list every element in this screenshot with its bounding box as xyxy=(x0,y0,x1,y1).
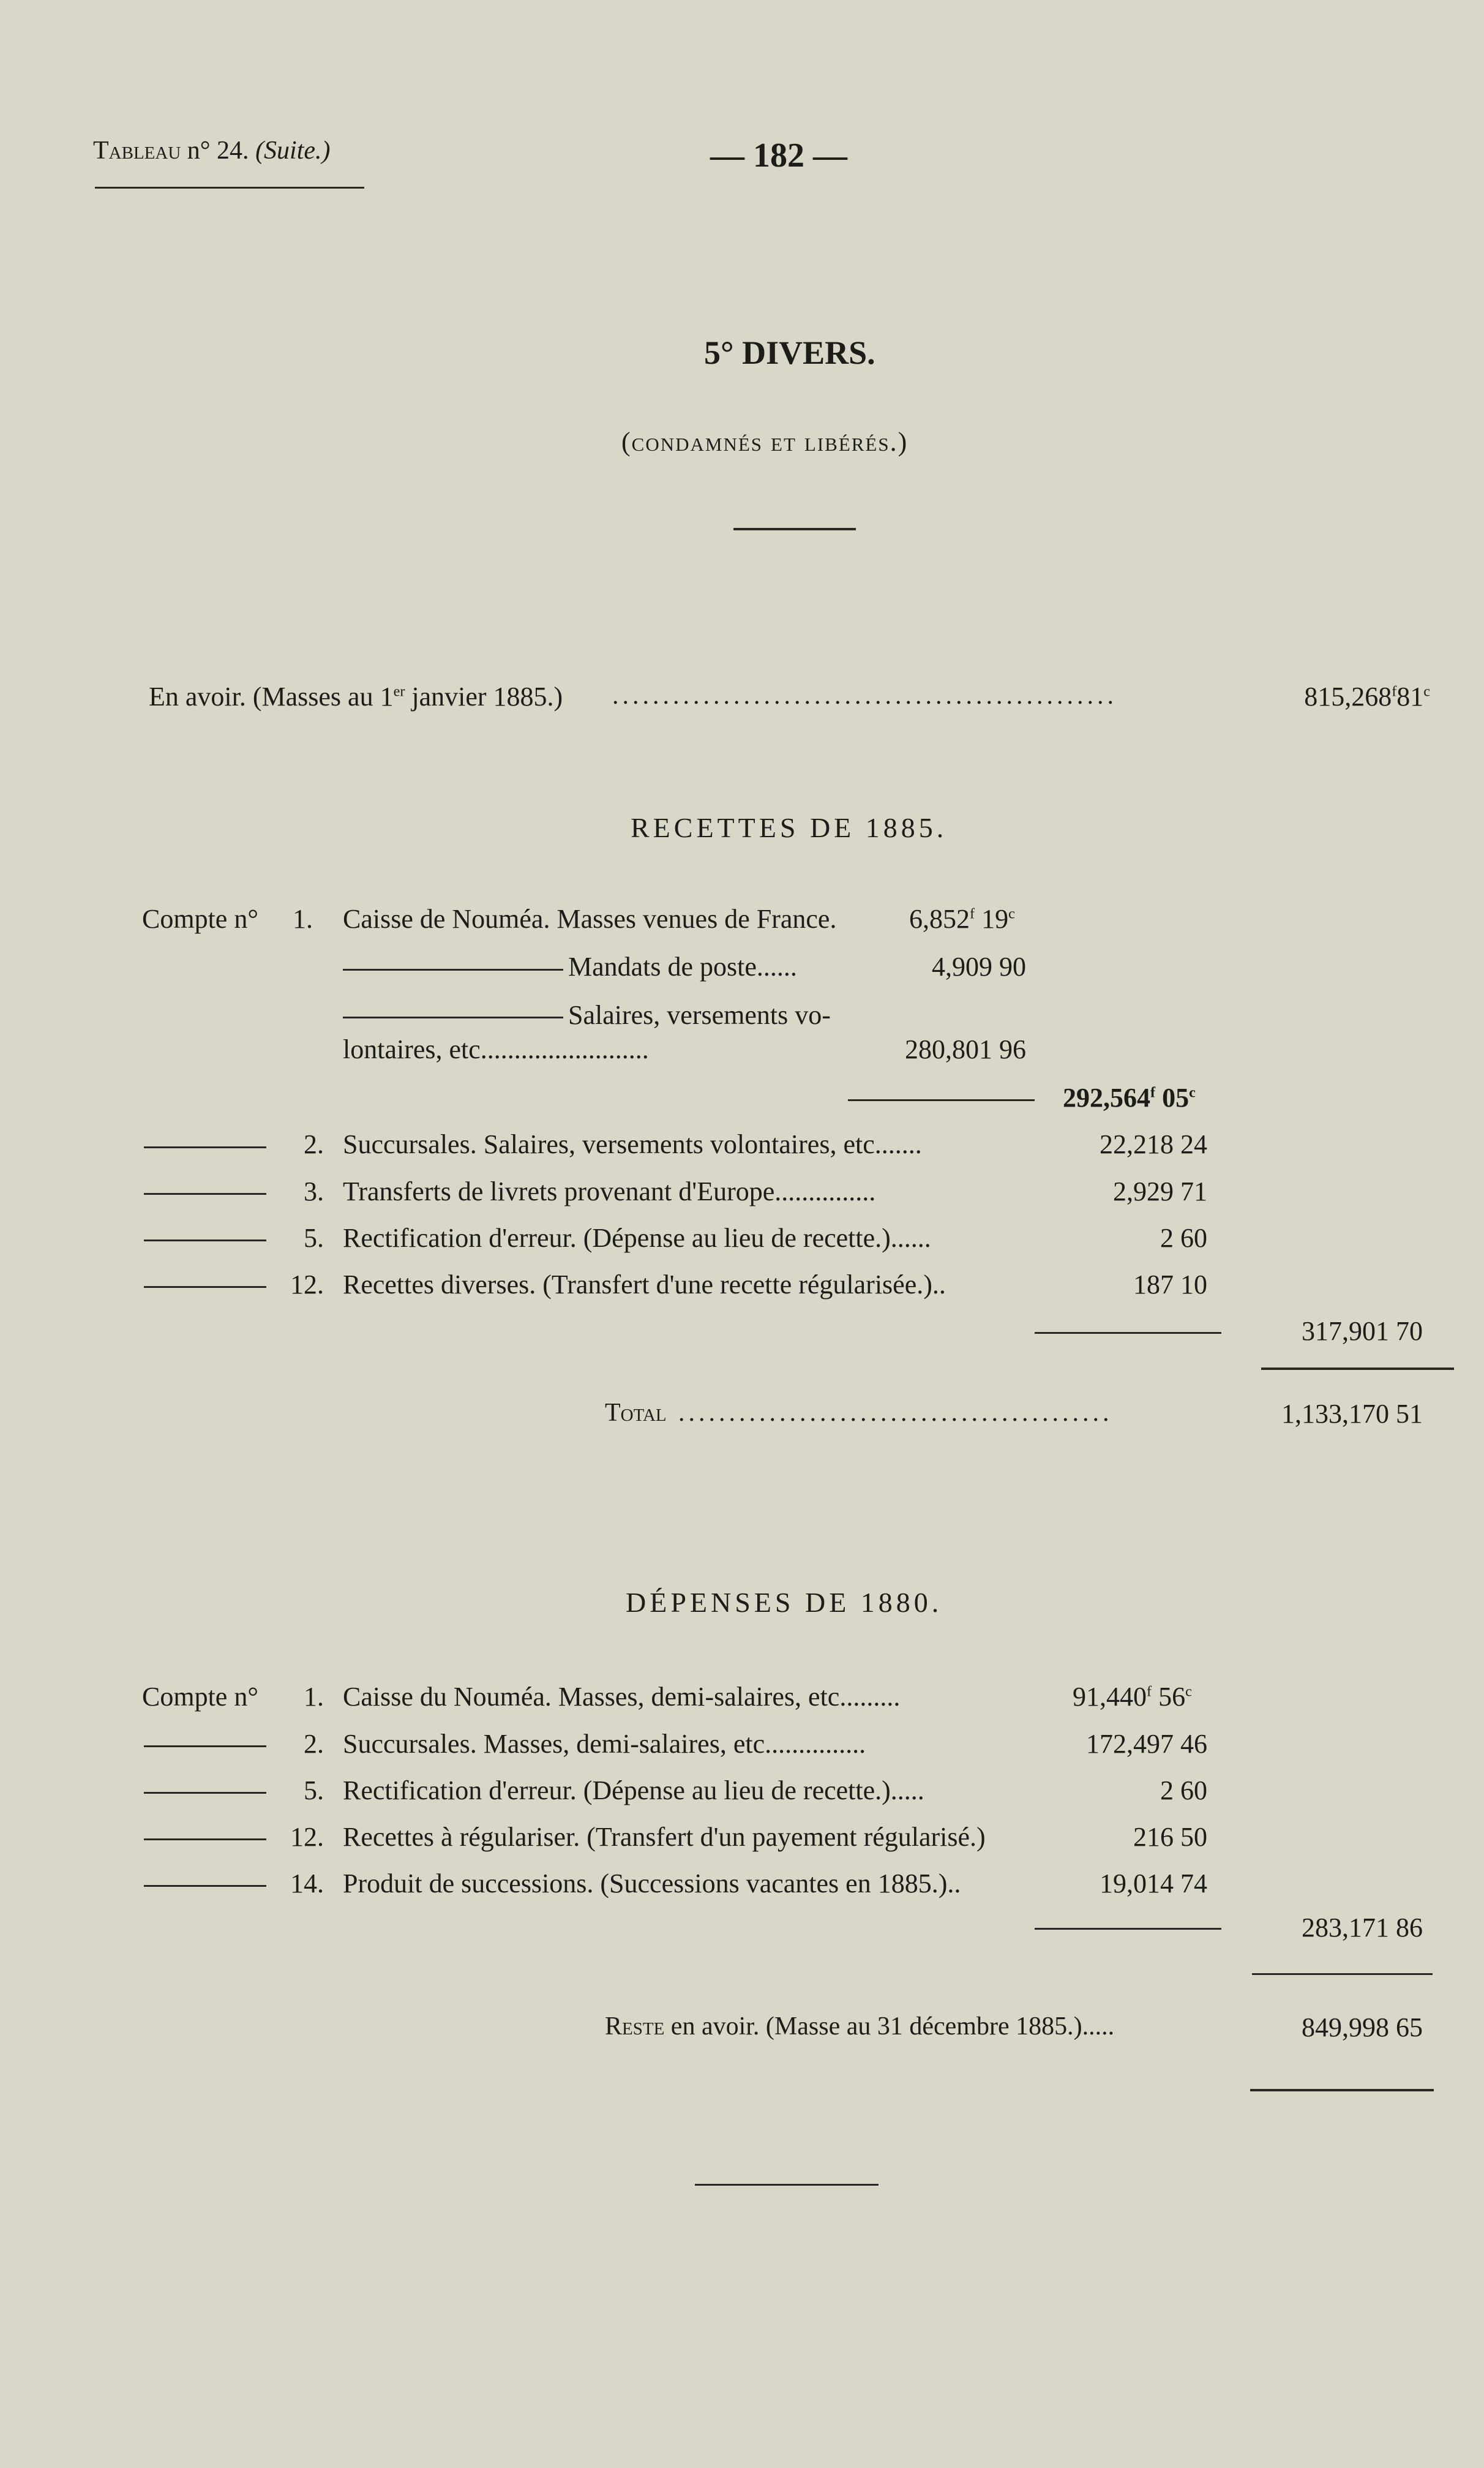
depenses-row-amount: 2 60 xyxy=(1160,1775,1207,1805)
subtotal-rule xyxy=(1035,1332,1221,1334)
ditto-rule xyxy=(144,1838,266,1840)
closing-balance-amount: 849,998 65 xyxy=(1302,2012,1423,2042)
total-dots: ........................................... xyxy=(678,1399,1113,1427)
recettes-num-1: 1. xyxy=(293,904,313,934)
depenses-row-amount: 19,014 74 xyxy=(1100,1868,1207,1898)
subtotal-rule xyxy=(848,1099,1035,1101)
depenses-heading: DÉPENSES DE 1880. xyxy=(626,1587,943,1618)
table-ref-number: n° 24. xyxy=(187,137,249,165)
opening-balance-label: En avoir. (Masses au 1er janvier 1885.) xyxy=(149,682,563,712)
recettes-compte-label: Compte n° xyxy=(142,904,258,934)
ditto-rule xyxy=(343,1017,563,1018)
depenses-row-num: 14. xyxy=(290,1868,324,1898)
recettes-row-text: Succursales. Salaires, versements volontaires, etc....... xyxy=(343,1129,922,1159)
total-rule xyxy=(1252,1973,1433,1975)
depenses-row-num: 1. xyxy=(304,1682,324,1712)
opening-balance-amount: 815,268$^f$81$^c$ xyxy=(1304,682,1430,712)
depenses-row-amount: 216 50 xyxy=(1133,1822,1207,1852)
grand-total-amount: 1,133,170 51 xyxy=(1281,1399,1423,1429)
total-label: Total xyxy=(605,1399,667,1427)
recettes-row-num: 2. xyxy=(304,1129,324,1159)
table-ref-suite: (Suite.) xyxy=(255,137,331,165)
depenses-row-amount: 91,440$^f$ 56$^c$ xyxy=(1073,1682,1192,1712)
recettes-total: 317,901 70 xyxy=(1302,1316,1423,1346)
recettes-line1-amount: 6,852$^f$ 19$^c$ xyxy=(909,904,1015,934)
depenses-total: 283,171 86 xyxy=(1302,1913,1423,1943)
recettes-line2-text: Mandats de poste...... xyxy=(568,952,797,982)
ditto-rule xyxy=(343,969,563,971)
ditto-rule xyxy=(144,1745,266,1747)
recettes-row-amount: 187 10 xyxy=(1133,1270,1207,1300)
depenses-row-text: Produit de successions. (Successions vacantes en 1885.).. xyxy=(343,1868,961,1898)
recettes-row-num: 5. xyxy=(304,1223,324,1253)
page-end-divider xyxy=(695,2184,879,2186)
depenses-compte-label: Compte n° xyxy=(142,1682,258,1712)
recettes-row-text: Transferts de livrets provenant d'Europe............... xyxy=(343,1176,876,1206)
recettes-line3-text: Salaires, versements vo- xyxy=(568,1000,831,1030)
table-reference xyxy=(93,136,331,165)
page-number: — 182 — xyxy=(710,137,847,175)
subtotal-rule xyxy=(1035,1928,1221,1930)
recettes-row-amount: 2 60 xyxy=(1160,1223,1207,1253)
recettes-row-text: Recettes diverses. (Transfert d'une recette régularisée.).. xyxy=(343,1270,946,1300)
depenses-row-amount: 172,497 46 xyxy=(1086,1729,1207,1759)
closing-balance-label: Reste en avoir. (Masse au 31 décembre 1885.)..... xyxy=(605,2012,1115,2041)
recettes-row-text: Rectification d'erreur. (Dépense au lieu de recette.)...... xyxy=(343,1223,931,1253)
section-divider xyxy=(733,528,856,530)
recettes-line4-amount: 280,801 96 xyxy=(905,1034,1026,1064)
closing-rule xyxy=(1250,2089,1434,2091)
section-title: 5° DIVERS. xyxy=(704,334,875,371)
recettes-row-amount: 2,929 71 xyxy=(1113,1176,1207,1206)
recettes-row-num: 12. xyxy=(290,1270,324,1300)
recettes-line1-text: Caisse de Nouméa. Masses venues de France. xyxy=(343,904,837,934)
recettes-line2-amount: 4,909 90 xyxy=(932,952,1026,982)
depenses-row-num: 2. xyxy=(304,1729,324,1759)
ditto-rule xyxy=(144,1240,266,1241)
recettes-line4-text: lontaires, etc......................... xyxy=(343,1034,649,1064)
depenses-row-text: Caisse du Nouméa. Masses, demi-salaires, etc......... xyxy=(343,1682,901,1712)
depenses-row-num: 12. xyxy=(290,1822,324,1852)
recettes-heading: RECETTES DE 1885. xyxy=(631,812,948,843)
ditto-rule xyxy=(144,1885,266,1887)
total-rule xyxy=(1261,1368,1454,1370)
ditto-rule xyxy=(144,1146,266,1148)
header-underline xyxy=(95,187,364,189)
table-ref-label: Tableau xyxy=(93,137,181,165)
ditto-rule xyxy=(144,1286,266,1288)
depenses-row-text: Succursales. Masses, demi-salaires, etc............... xyxy=(343,1729,866,1759)
recettes-subtotal: 292,564$^f$ 05$^c$ xyxy=(1063,1083,1196,1113)
depenses-row-num: 5. xyxy=(304,1775,324,1805)
opening-balance-dots: .................................................. xyxy=(612,682,1117,710)
depenses-row-text: Rectification d'erreur. (Dépense au lieu de recette.)..... xyxy=(343,1775,924,1805)
ditto-rule xyxy=(144,1792,266,1794)
recettes-row-amount: 22,218 24 xyxy=(1100,1129,1207,1159)
recettes-row-num: 3. xyxy=(304,1176,324,1206)
section-subtitle: (condamnés et libérés.) xyxy=(621,427,909,457)
depenses-row-text: Recettes à régulariser. (Transfert d'un payement régularisé.) xyxy=(343,1822,986,1852)
ditto-rule xyxy=(144,1193,266,1195)
